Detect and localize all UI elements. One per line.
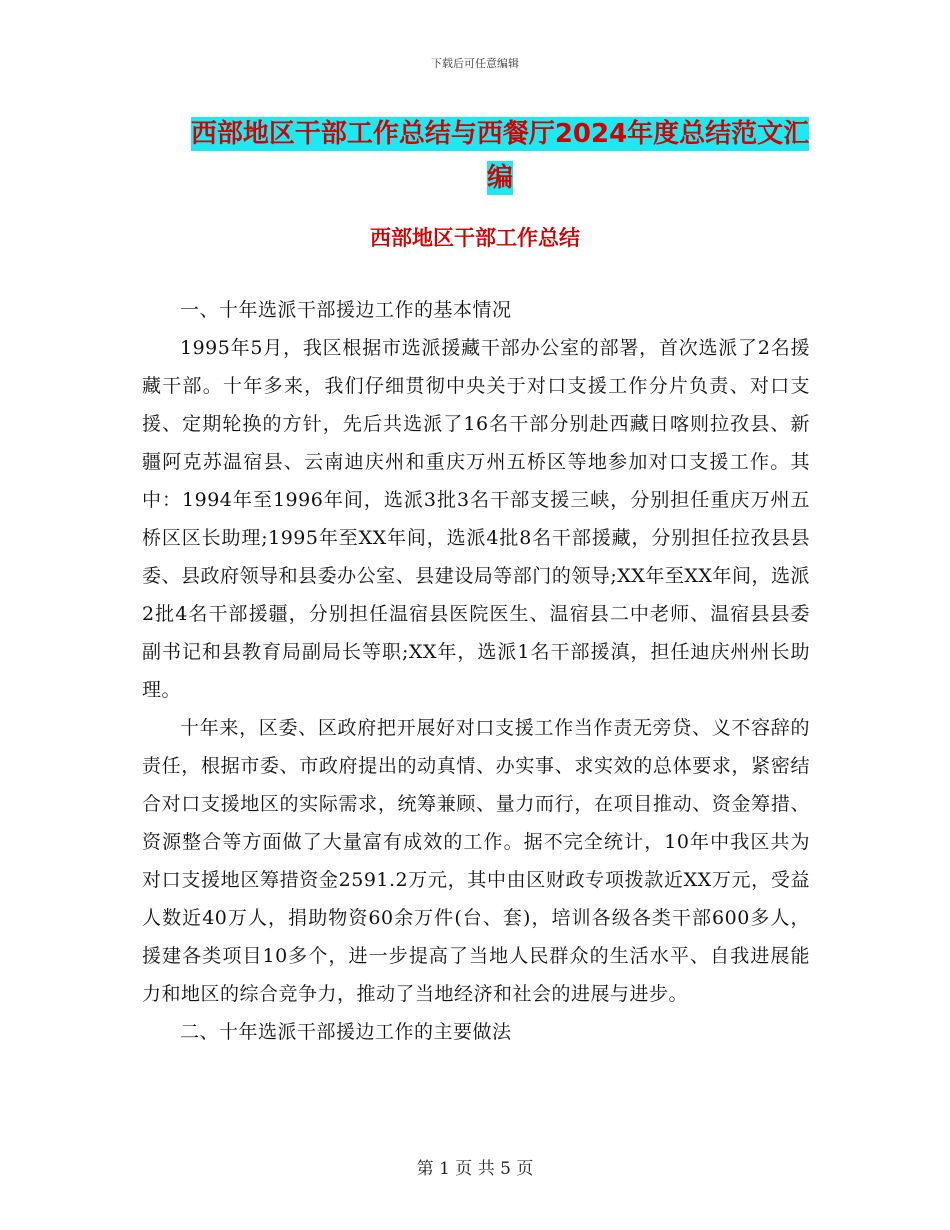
page-header-note: 下载后可任意编辑 (431, 57, 519, 70)
page-footer: 第 1 页 共 5 页 (416, 1159, 534, 1179)
document-body (142, 291, 810, 1051)
section-heading-2: 二、十年选派干部援边工作的主要做法 (180, 1021, 512, 1043)
document-title-text: 西部地区干部工作总结与西餐厅2024年度总结范文汇编 (190, 119, 810, 193)
body-paragraph-1: 1995年5月，我区根据市选派援藏干部办公室的部署，首次选派了2名援藏干部。十年多来，我们仔细贯彻中央关于对口支援工作分片负责、对口支援、定期轮换的方针，先后共选派了16名干部分别赴西藏日喀则拉孜县、新疆阿克苏温宿县、云南迪庆州和重庆万州五桥区等地参加对口支援工作。其中：1994年至1996年间，选派3批3名干部支援三峡，分别担任重庆万州五桥区区长助理;1995年至XX年间，选派4批8名干部援藏，分别担任拉孜县县委、县政府领导和县委办公室、县建设局等部门的领导;XX年至XX年间，选派2批4名干部援疆，分别担任温宿县医院医生、温宿县二中老师、温宿县县委副书记和县教育局副局长等职;XX年，选派1名干部援滇，担任迪庆州州长助理。 (142, 337, 810, 701)
section-title: 西部地区干部工作总结 (370, 226, 580, 250)
body-paragraph-2: 十年来，区委、区政府把开展好对口支援工作当作责无旁贷、义不容辞的责任，根据市委、市政府提出的动真情、办实事、求实效的总体要求，紧密结合对口支援地区的实际需求，统筹兼顾、量力而行，在项目推动、资金筹措、资源整合等方面做了大量富有成效的工作。据不完全统计，10年中我区共为对口支援地区筹措资金2591.2万元，其中由区财政专项拨款近XX万元，受益人数近40万人，捐助物资60余万件(台、套)，培训各级各类干部600多人，援建各类项目10多个，进一步提高了当地人民群众的生活水平、自我进展能力和地区的综合竞争力，推动了当地经济和社会的进展与进步。 (142, 717, 810, 1005)
document-title (180, 112, 820, 200)
section-heading-1: 一、十年选派干部援边工作的基本情况 (180, 299, 512, 321)
